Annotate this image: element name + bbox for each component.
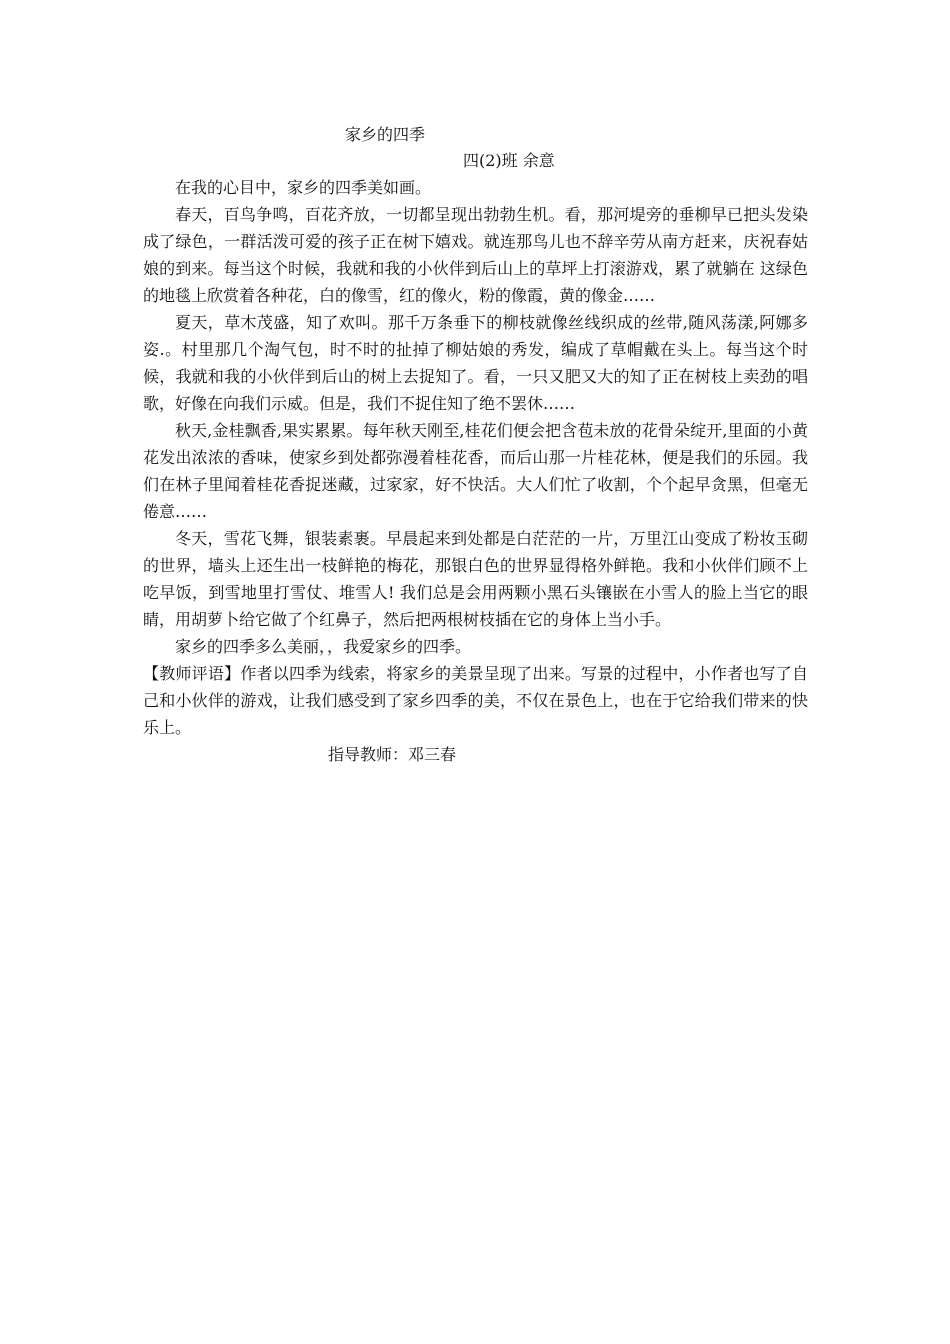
paragraph-spring: 春天，百鸟争鸣，百花齐放，一切都呈现出勃勃生机。看，那河堤旁的垂柳早已把头发染成了绿色，一群活泼可爱的孩子正在树下嬉戏。就连那鸟儿也不辞辛劳从南方赶来，庆祝春姑娘的到来。每当这个时候，我就和我的小伙伴到后山上的草坪上打滚游戏，累了就躺在 这绿色的地毯上欣赏着各种花，白的像雪，红的像火，粉的像霞，黄的像金…… (143, 205, 808, 305)
teacher-comment: 【教师评语】作者以四季为线索，将家乡的美景呈现了出来。写景的过程中，小作者也写了自己和小伙伴的游戏，让我们感受到了家乡四季的美，不仅在景色上，也在于它给我们带来的快乐上。 (143, 664, 808, 737)
instructor-name: 指导教师：邓三春 (328, 745, 457, 764)
paragraph-autumn: 秋天,金桂飘香,果实累累。每年秋天刚至,桂花们便会把含苞未放的花骨朵绽开,里面的小黄花发出浓浓的香味，使家乡到处都弥漫着桂花香，而后山那一片桂花林，便是我们的乐园。我们在林子里闻着桂花香捉迷藏，过家家，好不快活。大人们忙了收割，个个起早贪黑，但毫无倦意…… (143, 421, 808, 521)
paragraph-intro: 在我的心目中，家乡的四季美如画。 (175, 178, 432, 197)
author-byline: 四(2)班 余意 (463, 151, 555, 170)
paragraph-winter: 冬天，雪花飞舞，银装素裹。早晨起来到处都是白茫茫的一片，万里江山变成了粉妆玉砌的世界，墙头上还生出一枝鲜艳的梅花，那银白色的世界显得格外鲜艳。我和小伙伴们顾不上吃早饭，到雪地里打雪仗、堆雪人! 我们总是会用两颗小黑石头镶嵌在小雪人的脸上当它的眼睛，用胡萝卜给它做了个红鼻子，然后把两根树枝插在它的身体上当小手。 (143, 529, 808, 629)
paragraph-conclusion: 家乡的四季多么美丽，，我爱家乡的四季。 (175, 637, 472, 656)
essay-title: 家乡的四季 (345, 125, 426, 144)
paragraph-summer: 夏天，草木茂盛，知了欢叫。那千万条垂下的柳枝就像丝线织成的丝带,随风荡漾,阿娜多姿.。村里那几个淘气包，时不时的扯掉了柳姑娘的秀发，编成了草帽戴在头上。每当这个时候，我就和我的小伙伴到后山的树上去捉知了。看，一只又肥又大的知了正在树枝上卖劲的唱歌，好像在向我们示威。但是，我们不捉住知了绝不罢休…… (143, 313, 808, 413)
document-page (143, 122, 808, 768)
